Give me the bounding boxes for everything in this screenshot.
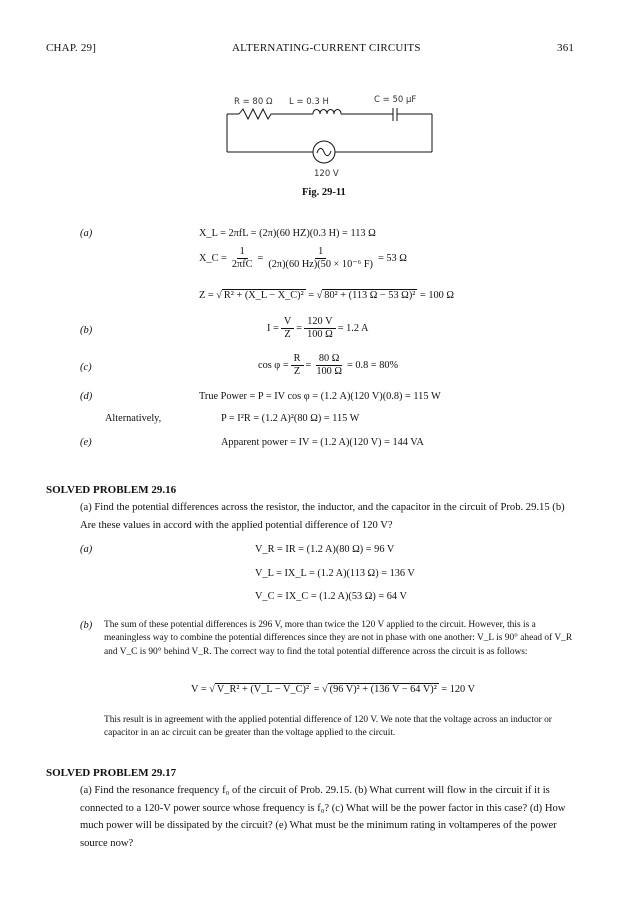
z-rhs: = 100 Ω (419, 290, 454, 301)
alt-power-equation: P = I²R = (1.2 A)²(80 Ω) = 115 W (221, 413, 360, 424)
sqrt-sign: √ (316, 290, 323, 301)
xc-fraction-2 (265, 246, 376, 272)
v-radicand-2: (96 V)² + (136 V − 64 V)² (329, 684, 437, 695)
part-e-label: (e) (80, 437, 92, 448)
sqrt-sign: √ (322, 684, 328, 695)
cos-lhs: cos φ = (258, 360, 289, 372)
resistor-symbol (239, 109, 271, 119)
vl-equation: V_L = IX_L = (1.2 A)(113 Ω) = 136 V (255, 568, 415, 579)
xc-f1-num: 1 (237, 246, 248, 259)
cos-f2-num: 80 Ω (316, 353, 343, 366)
cos-equals: = (305, 360, 312, 372)
v-rhs: = 120 V (441, 684, 476, 695)
z-equation (199, 290, 454, 301)
part-a-label: (a) (80, 228, 93, 239)
i-f2-num: 120 V (304, 316, 335, 329)
vc-equation: V_C = IX_C = (1.2 A)(53 Ω) = 64 V (255, 591, 407, 602)
xc-equals: = (257, 253, 264, 265)
cos-fraction-1 (291, 353, 304, 379)
p16-part-a-label: (a) (80, 544, 93, 555)
problem-17-text: (a) Find the resonance frequency f₀ of the circuit of Prob. 29.15. (b) What current will flow in the circuit if it is connected to a 120-V power source whose frequency is f₀? (c) What will be the power factor in this case? (d) How much power will be dissipated by the circuit? (e) What must be the minimum rating in voltamperes of the power source now? (80, 785, 566, 849)
problem-17-heading: SOLVED PROBLEM 29.17 (46, 767, 177, 779)
p16-result-text: This result is in agreement with the applied potential difference of 120 V. We note that the voltage across an inductor or capacitor in an ac circuit can be greater than the voltage applied to the circuit. (104, 715, 552, 739)
v-total-equation (191, 684, 475, 695)
xc-rhs: = 53 Ω (378, 253, 407, 265)
cos-equation (258, 353, 398, 379)
current-equation (267, 316, 368, 342)
xc-equation (199, 246, 407, 272)
source-label: 120 V (314, 169, 339, 179)
i-fraction-2 (304, 316, 336, 342)
xc-lhs: X_C = (199, 253, 227, 265)
part-b-label: (b) (80, 325, 93, 336)
running-title: ALTERNATING-CURRENT CIRCUITS (232, 42, 421, 54)
chapter-label: CHAP. 29] (46, 42, 97, 54)
z-mid: = (308, 290, 315, 301)
problem-16-heading: SOLVED PROBLEM 29.16 (46, 484, 177, 496)
i-f2-den: 100 Ω (307, 329, 333, 341)
v-lhs: V = (191, 684, 207, 695)
xc-f2-den: (2π)(60 Hz)(50 × 10⁻⁶ F) (268, 259, 373, 271)
xc-fraction-1 (229, 246, 256, 272)
page-number: 361 (557, 42, 575, 54)
figure-caption: Fig. 29-11 (302, 187, 346, 198)
i-f1-num: V (281, 316, 294, 329)
z-radicand-2: 80² + (113 Ω − 53 Ω)² (324, 290, 416, 301)
cos-f1-num: R (291, 353, 304, 366)
true-power-equation: True Power = P = IV cos φ = (1.2 A)(120 V)(0.8) = 115 W (199, 391, 441, 402)
cos-f2-den: 100 Ω (316, 366, 342, 378)
p16-part-b-label: (b) (80, 620, 93, 631)
v-radicand-1: V_R² + (V_L − V_C)² (216, 684, 310, 695)
sqrt-sign: √ (209, 684, 215, 695)
xl-equation: X_L = 2πfL = (2π)(60 HZ)(0.3 H) = 113 Ω (199, 228, 376, 239)
part-d-label: (d) (80, 391, 93, 402)
i-f1-den: Z (284, 329, 291, 341)
i-lhs: I = (267, 323, 279, 335)
z-lhs: Z = (199, 290, 214, 301)
v-mid: = (313, 684, 320, 695)
resistor-label: R = 80 Ω (234, 97, 273, 107)
i-equals: = (296, 323, 303, 335)
cos-rhs: = 0.8 = 80% (346, 360, 399, 372)
cos-f1-den: Z (293, 366, 301, 378)
problem-16-text: (a) Find the potential differences across the resistor, the inductor, and the capacitor in the circuit of Prob. 29.15 (b) Are these values in accord with the applied potential difference of 120 V? (80, 502, 565, 531)
inductor-symbol (313, 110, 341, 115)
sqrt-sign: √ (216, 290, 222, 301)
part-c-label: (c) (80, 362, 92, 373)
z-radicand-1: R² + (X_L − X_C)² (223, 290, 304, 301)
xc-f1-den: 2πfC (231, 259, 253, 271)
cos-fraction-2 (313, 353, 345, 379)
apparent-power-equation: Apparent power = IV = (1.2 A)(120 V) = 144 VA (221, 437, 424, 448)
xc-f2-num: 1 (315, 246, 326, 259)
circuit-diagram (225, 108, 435, 174)
i-fraction-1 (281, 316, 294, 342)
alternatively-label: Alternatively, (105, 413, 162, 424)
vr-equation: V_R = IR = (1.2 A)(80 Ω) = 96 V (255, 544, 395, 555)
inductor-label: L = 0.3 H (289, 97, 329, 107)
p16-part-b-text: The sum of these potential differences is 296 V, more than twice the 120 V applied to the circuit. However, this is a meaningless way to combine the potential differences since they are not in phase with one another: V_L is 90° ahead of V_R and V_C is 90° behind V_R. The correct way to find the total potential difference across the circuit is as follows: (104, 620, 573, 657)
capacitor-label: C = 50 μF (374, 95, 417, 105)
i-rhs: = 1.2 A (337, 323, 369, 335)
